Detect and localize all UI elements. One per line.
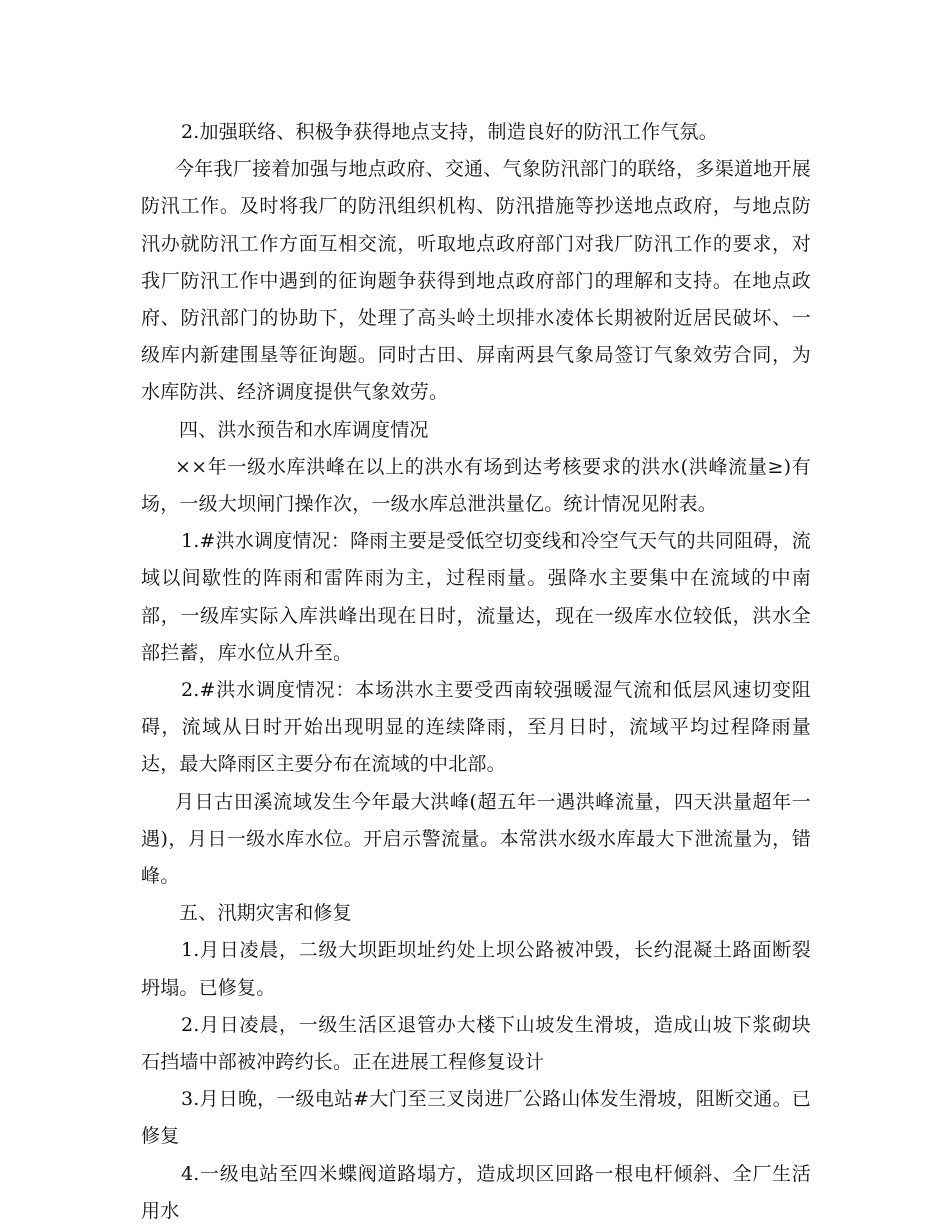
paragraph-5: 1.#洪水调度情况：降雨主要是受低空切变线和冷空气天气的共同阻碍，流域以间歇性的阵雨和雷阵雨为主，过程雨量。强降水主要集中在流域的中南部，一级库实际入库洪峰出现在日时，流量达，现在一级库水位较低，洪水全部拦蓄，库水位从升至。 bbox=[141, 530, 811, 664]
paragraph-10: 2.月日凌晨，一级生活区退管办大楼下山坡发生滑坡，造成山坡下浆砌块石挡墙中部被冲跨约长。正在进展工程修复设计 bbox=[141, 1013, 811, 1074]
paragraph-6: 2.#洪水调度情况：本场洪水主要受西南较强暖湿气流和低层风速切变阻碍，流域从日时开始出现明显的连续降雨，至月日时，流域平均过程降雨量达，最大降雨区主要分布在流域的中北部。 bbox=[141, 679, 811, 776]
paragraph-1: 2.加强联络、积极争获得地点支持，制造良好的防汛工作气氛。 bbox=[181, 121, 718, 143]
paragraph-9: 1.月日凌晨，二级大坝距坝址约处上坝公路被冲毁，长约混凝土路面断裂坍塌。已修复。 bbox=[141, 939, 811, 999]
paragraph-2: 今年我厂接着加强与地点政府、交通、气象防汛部门的联络，多渠道地开展防汛工作。及时将我厂的防汛组织机构、防汛措施等抄送地点政府，与地点防汛办就防汛工作方面互相交流，听取地点政府部门对我厂防汛工作的要求，对我厂防汛工作中遇到的征询题争获得到地点政府部门的理解和支持。在地点政府、防汛部门的协助下，处理了高头岭土坝排水凌体长期被附近居民破坏、一级库内新建围垦等征询题。同时古田、屏南两县气象局签订气象效劳合同，为水库防洪、经济调度提供气象效劳。 bbox=[141, 158, 811, 404]
section-heading-4: 四、洪水预告和水库调度情况 bbox=[179, 418, 429, 441]
paragraph-11: 3.月日晚，一级电站#大门至三叉岗进厂公路山体发生滑坡，阻断交通。已修复 bbox=[141, 1088, 811, 1148]
paragraph-12: 4.一级电站至四米蝶阀道路塌方，造成坝区回路一根电杆倾斜、全厂生活用水 bbox=[141, 1162, 811, 1222]
document-body bbox=[141, 114, 811, 1230]
paragraph-7: 月日古田溪流域发生今年最大洪峰(超五年一遇洪峰流量，四天洪量超年一遇)，月日一级水库水位。开启示警流量。本常洪水级水库最大下泄流量为，错峰。 bbox=[141, 790, 811, 888]
section-heading-5: 五、汛期灾害和修复 bbox=[179, 902, 352, 925]
paragraph-4: ××年一级水库洪峰在以上的洪水有场到达考核要求的洪水(洪峰流量≥)有场，一级大坝闸门操作次，一级水库总泄洪量亿。统计情况见附表。 bbox=[141, 455, 811, 516]
